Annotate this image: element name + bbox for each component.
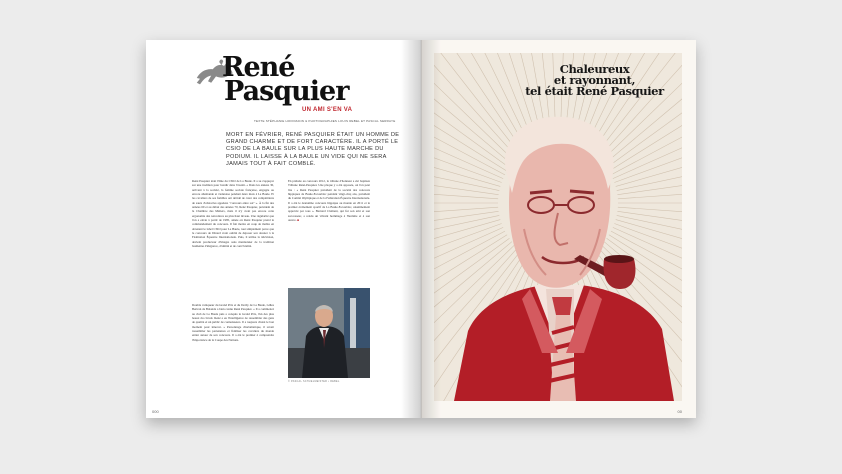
body-column-1-continued: Double vainqueur du Grand Prix et du Derby de La Baule, Gilles Bertran de Balanda a bien connu René Pasquier. « Il a commencé au club de La Baule puis a conquis le Grand Prix, l'un des plus beaux du circuit. René a eu l'intelligence de rassembler des gens de qualité et un public de connaisseurs. Il a toujours choisi le bon moment pour innover. » Personnage charismatique, il savait rassembler les partenaires et fidéliser les cavaliers du monde entier autour de son concours. Il a été le premier à comprendre l'importance de la Coupe des Nations. bbox=[192, 303, 274, 342]
title-line-1: René bbox=[222, 52, 295, 83]
article-kicker: UN AMI S'EN VA bbox=[302, 107, 353, 113]
article-title bbox=[222, 52, 402, 107]
right-page bbox=[421, 40, 696, 418]
portrait-photo bbox=[288, 288, 370, 378]
article-intro: MORT EN FÉVRIER, RENÉ PASQUIER ÉTAIT UN HOMME DE GRAND CHARME ET DE FORT CARACTÈRE. IL A PORTÉ LE CSIO DE LA BAULE SUR LA PLUS HAUTE MARCHE DU PODIUM. IL LAISSE À LA BAULE UN VIDE QUI NE SERA JAMAIS TOUT À FAIT COMBLÉ. bbox=[226, 132, 400, 167]
end-mark: ■ bbox=[297, 218, 300, 223]
article-credits: TEXTE STÉPHANIE HOFFMANN & PHOTOGRAPHIES LOUIS REBEL ET PASCAL SERRAYE bbox=[254, 119, 396, 123]
rene-pasquier-illustration bbox=[434, 53, 682, 401]
body-column-2 bbox=[288, 179, 370, 287]
title-line-2: Pasquier bbox=[224, 76, 349, 107]
portrait-figure bbox=[288, 288, 370, 378]
page-number-right: 00 bbox=[677, 409, 682, 414]
left-page bbox=[146, 40, 421, 418]
poster-title-line-2: et rayonnant, bbox=[553, 73, 636, 87]
poster-title-line-3: tel était René Pasquier bbox=[525, 84, 664, 98]
poster-title-line-1: Chaleureux bbox=[559, 62, 630, 76]
poster-title bbox=[517, 64, 672, 97]
body-column-2-text: En prélude au concours 2012, la tribune d'honneur a été baptisée Tribune René-Pasquier. Une plaque y a été apposée, où l'on peut lire : « René Pasquier président de la société des concours hippiques de Baule-Escoublac pendant vingt-cinq ans, président du Comité Olympique et de la Fédération Équestre Internationale. Il a été le deuxième concours hippique au monde en 2011 et le premier évènement sportif de La Baule-Escoublac, unanimement apprécié par tous ». Bernard Clément, qui fut son ami et son successeur, a rendu un vibrant hommage à l'homme et à son œuvre. bbox=[288, 179, 370, 223]
body-column-1: René Pasquier était l'âme du CSIO de La Baule. Il a su s'appuyer sur une tradition pour bondir dans l'avenir. « Dans les années 30, arrivant à la société, la femme sociale française, engagée ou encore allemande et viennoise pendant deux mois à La Baule. Et les cavaliers de ses familles ont décidé de créer des compétitions de sauts d'obstacles appelées "concours entre soi" ». À la fin des années 60 et au début des années 70, René Pasquier, président de la Chambre des Métiers, mais il n'y avait pas encore cette ergonomie des rencontres au plus haut niveau. Une régularité que l'on a envie à partir de 1985, année où René Pasquier prend le commandement du concours. Il fait mettre en coup de maître en obtenant le label CSIO pour La Baule, tout simplement parce que le concours de Dinard avait oublié de déposer son dossier à la Fédération Équestre Internationale. Puis, il utilise la télévision, devient producteur d'images sans mentionner de la tradition baulienne d'élégance, d'amitié et de convivialité. bbox=[192, 179, 274, 249]
page-number-left: 000 bbox=[152, 409, 159, 414]
photo-caption: © PASCAL SCHUELMEISTER • REBEL bbox=[288, 380, 340, 383]
magazine-spread bbox=[146, 40, 696, 418]
